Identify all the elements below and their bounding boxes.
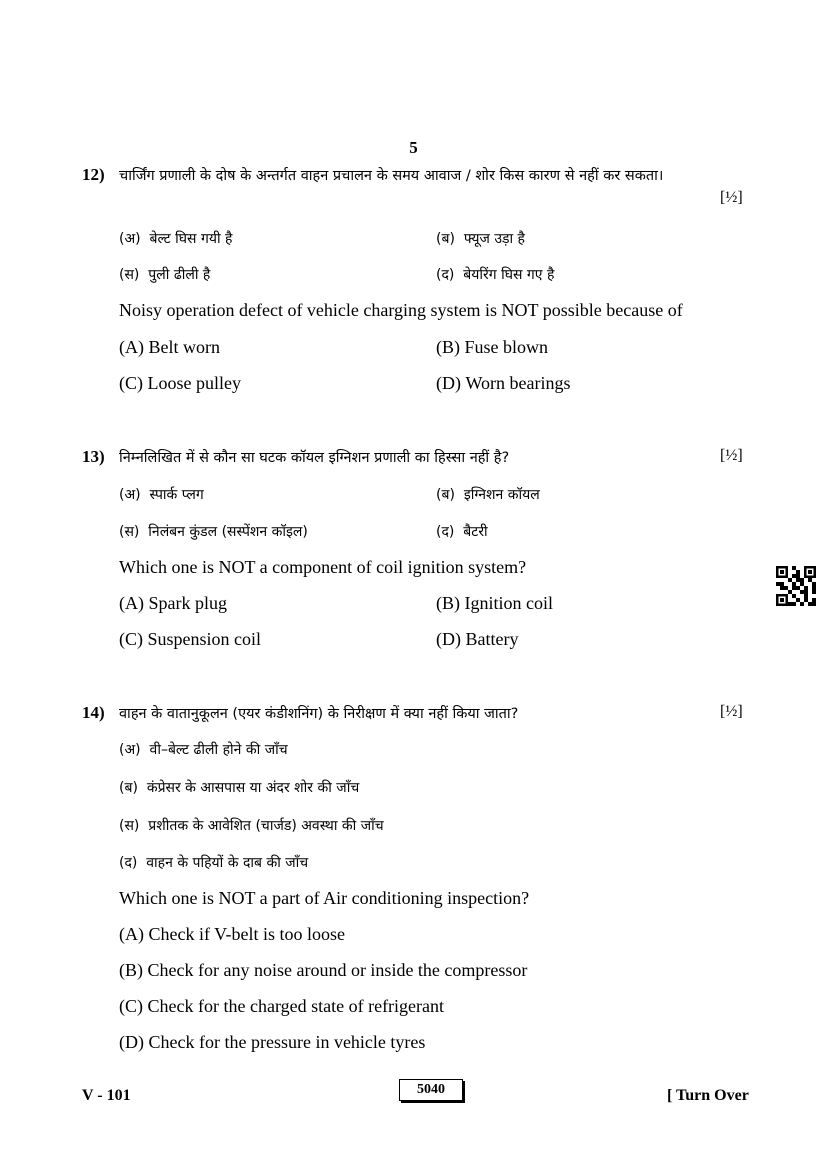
option-english-a — [119, 593, 227, 614]
option-text: Fuse blown — [464, 337, 549, 357]
option-hindi-a — [119, 740, 288, 759]
option-label: (A) — [119, 337, 144, 357]
option-label: (ब) — [436, 487, 455, 503]
option-english-d — [436, 373, 571, 394]
option-label: (ब) — [119, 780, 138, 796]
question-number: 14) — [82, 703, 105, 722]
option-label: (C) — [119, 629, 143, 649]
center-code-box: 5040 — [399, 1079, 463, 1101]
option-label: (अ) — [119, 742, 141, 758]
option-english-a — [119, 337, 220, 358]
option-text: फ्यूज उड़ा है — [463, 231, 525, 247]
paper-code: V - 101 — [82, 1087, 131, 1104]
option-label: (द) — [119, 855, 138, 871]
question-text-english: Which one is NOT a component of coil ignition system? — [119, 557, 527, 577]
option-label: (D) — [119, 1032, 144, 1052]
option-english-b — [436, 337, 548, 358]
option-english-c — [119, 996, 444, 1017]
option-label: (B) — [436, 337, 460, 357]
option-label: (B) — [119, 960, 143, 980]
option-text: निलंबन कुंडल (सस्पेंशन कॉइल) — [148, 524, 308, 540]
option-label: (D) — [436, 373, 461, 393]
option-hindi-b — [436, 485, 540, 504]
option-text: Check for the pressure in vehicle tyres — [148, 1032, 426, 1052]
option-hindi-c — [119, 522, 308, 541]
option-label: (स) — [119, 818, 140, 834]
option-label: (स) — [119, 267, 140, 283]
option-label: (द) — [436, 267, 455, 283]
option-label: (B) — [436, 593, 460, 613]
option-english-b — [436, 593, 553, 614]
option-english-c — [119, 373, 241, 394]
question-number: 12) — [82, 165, 105, 184]
option-hindi-b — [119, 778, 359, 797]
option-label: (C) — [119, 373, 143, 393]
option-label: (स) — [119, 524, 140, 540]
option-text: इग्निशन कॉयल — [463, 487, 540, 503]
question-text-hindi: निम्नलिखित में से कौन सा घटक कॉयल इग्निशन प्रणाली का हिस्सा नहीं है? — [119, 450, 510, 466]
option-hindi-c — [119, 816, 384, 835]
option-text: बैटरी — [463, 524, 488, 540]
option-text: वाहन के पहियों के दाब की जाँच — [146, 855, 309, 871]
marks: [½] — [720, 447, 743, 464]
option-text: Loose pulley — [147, 373, 241, 393]
question-text-english: Noisy operation defect of vehicle charging system is NOT possible because of — [119, 300, 683, 320]
option-text: Worn bearings — [465, 373, 571, 393]
option-text: Suspension coil — [147, 629, 262, 649]
option-english-d — [436, 629, 518, 650]
option-text: Check for the charged state of refrigerant — [147, 996, 445, 1016]
option-text: बेल्ट घिस गयी है — [149, 231, 233, 247]
option-text: पुली ढीली है — [148, 267, 211, 283]
question-text-hindi: वाहन के वातानुकूलन (एयर कंडीशनिंग) के निरीक्षण में क्या नहीं किया जाता? — [119, 706, 519, 722]
marks: [½] — [720, 189, 743, 206]
option-text: Belt worn — [148, 337, 220, 357]
option-label: (A) — [119, 924, 144, 944]
option-hindi-a — [119, 229, 232, 248]
option-label: (द) — [436, 524, 455, 540]
marks: [½] — [720, 703, 743, 720]
option-english-d — [119, 1032, 425, 1053]
option-hindi-d — [119, 853, 308, 872]
option-hindi-d — [436, 265, 554, 284]
option-text: Check for any noise around or inside the compressor — [147, 960, 528, 980]
option-text: बेयरिंग घिस गए है — [463, 267, 555, 283]
option-english-b — [119, 960, 527, 981]
option-english-a — [119, 924, 345, 945]
option-text: वी–बेल्ट ढीली होने की जाँच — [149, 742, 288, 758]
option-label: (A) — [119, 593, 144, 613]
option-text: प्रशीतक के आवेशित (चार्जड) अवस्था की जाँच — [148, 818, 384, 834]
question-number: 13) — [82, 447, 105, 466]
option-english-c — [119, 629, 261, 650]
option-label: (ब) — [436, 231, 455, 247]
option-text: स्पार्क प्लग — [149, 487, 204, 503]
question-text-hindi: चार्जिंग प्रणाली के दोष के अन्तर्गत वाहन प्रचालन के समय आवाज / शोर किस कारण से नहीं कर सकता। — [119, 168, 664, 184]
option-text: Ignition coil — [464, 593, 553, 613]
option-label: (D) — [436, 629, 461, 649]
option-hindi-b — [436, 229, 525, 248]
option-text: Spark plug — [148, 593, 227, 613]
option-text: कंप्रेसर के आसपास या अंदर शोर की जाँच — [146, 780, 360, 796]
qr-code-icon — [776, 566, 816, 606]
option-label: (C) — [119, 996, 143, 1016]
option-text: Check if V-belt is too loose — [148, 924, 345, 944]
option-label: (अ) — [119, 231, 141, 247]
option-hindi-c — [119, 265, 210, 284]
page-number: 5 — [409, 138, 418, 157]
turn-over-label: [ Turn Over — [667, 1087, 749, 1104]
question-text-english: Which one is NOT a part of Air conditioning inspection? — [119, 888, 530, 908]
option-label: (अ) — [119, 487, 141, 503]
option-text: Battery — [465, 629, 519, 649]
option-hindi-d — [436, 522, 488, 541]
option-hindi-a — [119, 485, 204, 504]
